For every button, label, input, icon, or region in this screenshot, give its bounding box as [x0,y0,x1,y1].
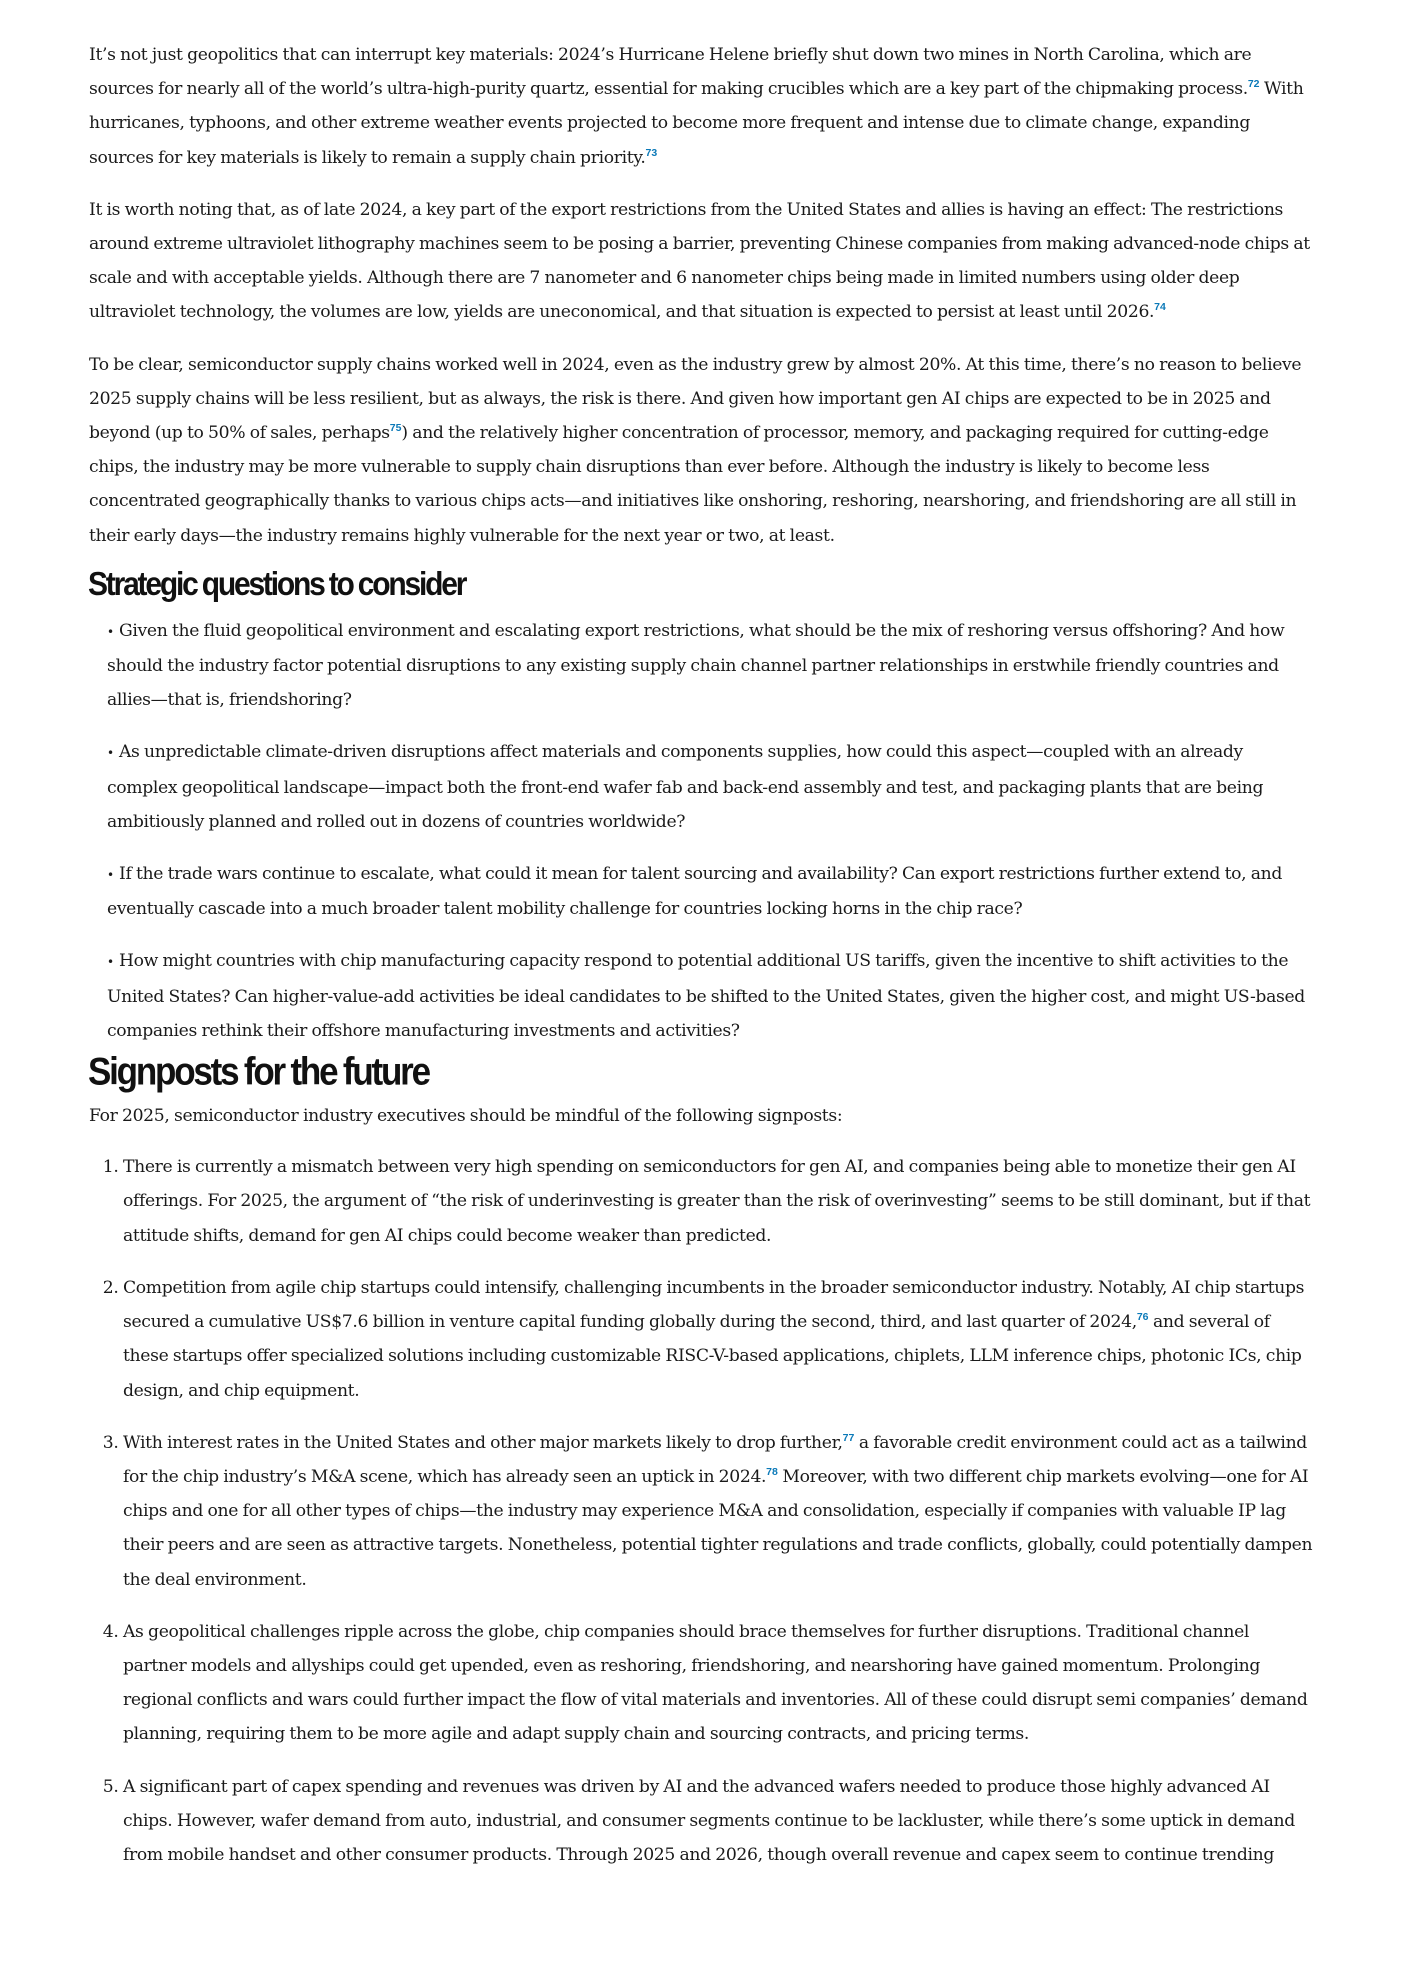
footnote-ref[interactable]: 75 [389,422,402,435]
list-item [123,1615,1313,1752]
list-item-text: How might countries with chip manufacturing capacity respond to potential additional US tariffs, given the incentive to shift activities to the United States? Can higher-value-add activities be ideal candidates to be shifted to the United States, given the higher cost, and might US-based companies rethink their offshore manufacturing investments and activities? [107,951,1305,1041]
footnote-ref[interactable]: 73 [645,146,658,159]
paragraph-text: It is worth noting that, as of late 2024, a key part of the export restrictions from the United States and allies is having an effect: The restrictions around extreme ultraviolet lithography machines seem to be posing a barrier, preventing Chinese companies from making advanced-node chips at scale and with acceptable yields. Although there are 7 nanometer and 6 nanometer chips being made in limited numbers using older deep ultraviolet technology, the volumes are low, yields are uneconomical, and that situation is expected to persist at least until 2026. [89,199,1310,323]
list-item [123,1271,1313,1408]
signposts-list [89,1150,1313,1872]
paragraph-text: ) and the relatively higher concentration of processor, memory, and packaging required for cutting-edge chips, the industry may be more vulnerable to supply chain disruptions than ever before. Although the industry is likely to become less concentrated geographically thanks to various chips acts—and initiatives like onshoring, reshoring, nearshoring, and friendshoring are all still in their early days—the industry remains highly vulnerable for the next year or two, at least. [89,423,1297,546]
strategic-questions-list [89,614,1313,1048]
list-item [107,614,1313,718]
footnote-ref[interactable]: 78 [766,1465,778,1478]
bullet-icon: • [107,868,114,883]
list-item-text: Given the fluid geopolitical environment and escalating export restrictions, what should be the mix of reshoring versus offshoring? And how should the industry factor potential disruptions to any existing supply chain channel partner relationships in erstwhile friendly countries and allies—that is, friendshoring? [107,620,1285,711]
bullet-icon: • [107,746,114,761]
signposts-intro: For 2025, semiconductor industry executives should be mindful of the following signposts: [89,1106,843,1127]
paragraph-export-restrictions [89,193,1313,330]
footnote-ref[interactable]: 77 [842,1431,855,1444]
list-item [107,857,1313,926]
list-item-text: a favorable credit environment could act as a tailwind for the chip industry’s M&A scene, which has already seen an uptick in 2024. [123,1432,1307,1487]
list-item-text: There is currently a mismatch between very high spending on semiconductors for gen AI, and companies being able to monetize their gen AI offerings. For 2025, the argument of “the risk of underinvesting is greater than the risk of overinvesting” seems to be still dominant, but if that attitude shifts, demand for gen AI chips could become weaker than predicted. [123,1157,1311,1246]
list-item [107,735,1313,839]
paragraph-text: With hurricanes, typhoons, and other extreme weather events projected to become more frequent and intense due to climate change, expanding sources for key materials is likely to remain a supply chain priority. [89,79,1304,168]
list-item-text: A significant part of capex spending and revenues was driven by AI and the advanced wafers needed to produce those highly advanced AI chips. However, wafer demand from auto, industrial, and consumer segments continue to be lackluster, while there’s some uptick in demand from mobile handset and other consumer products. Through 2025 and 2026, though overall revenue and capex seem to continue trending [123,1776,1295,1865]
paragraph-supply-chains [89,348,1313,553]
list-item [123,1426,1313,1597]
paragraph-text: To be clear, semiconductor supply chains worked well in 2024, even as the industry grew by almost 20%. At this time, there’s no reason to believe 2025 supply chains will be less resilient, but as always, the risk is there. And given how important gen AI chips are expected to be in 2025 and beyond (up to 50% of sales, perhaps [89,354,1302,444]
paragraph-hurricane-helene [89,38,1313,175]
list-item-text: and several of these startups offer specialized solutions including customizable RISC-V-based applications, chiplets, LLM inference chips, photonic ICs, chip design, and chip equipment. [123,1312,1302,1401]
footnote-ref[interactable]: 72 [1247,78,1260,91]
section-heading-strategic-questions: Strategic questions to consider [88,565,466,603]
list-item-text: With interest rates in the United States and other major markets likely to drop further, [123,1432,843,1453]
list-item [107,944,1313,1048]
bullet-icon: • [107,624,114,639]
bullet-icon: • [107,955,114,970]
paragraph-text: It’s not just geopolitics that can interrupt key materials: 2024’s Hurricane Helene briefly shut down two mines in North Carolina, which are sources for nearly all of the world’s ultra-high-purity quartz, essential for making crucibles which are a key part of the chipmaking process. [89,45,1252,100]
list-item-text: As geopolitical challenges ripple across the globe, chip companies should brace themselves for further disruptions. Traditional channel partner models and allyships could get upended, even as reshoring, friendshoring, and nearshoring have gained momentum. Prolonging regional conflicts and wars could further impact the flow of vital materials and inventories. All of these could disrupt semi companies’ demand planning, requiring them to be more agile and adapt supply chain and sourcing contracts, and pricing terms. [123,1621,1308,1745]
list-item [123,1770,1313,1873]
list-item-text: Moreover, with two different chip markets evolving—one for AI chips and one for all other types of chips—the industry may experience M&A and consolidation, especially if companies with valuable IP lag their peers and are seen as attractive targets. Nonetheless, potential tighter regulations and trade conflicts, globally, could potentially dampen the deal environment. [123,1466,1313,1590]
section-heading-signposts: Signposts for the future [88,1049,429,1094]
list-item-text: Competition from agile chip startups could intensify, challenging incumbents in the broader semiconductor industry. Notably, AI chip startups secured a cumulative US$7.6 billion in venture capital funding globally during the second, third, and last quarter of 2024, [123,1277,1305,1333]
list-item-text: As unpredictable climate-driven disruptions affect materials and components supplies, how could this aspect—coupled with an already complex geopolitical landscape—impact both the front-end wafer fab and back-end assembly and test, and packaging plants that are being ambitiously planned and rolled out in dozens of countries worldwide? [107,742,1264,832]
list-item-text: If the trade wars continue to escalate, what could it mean for talent sourcing and availability? Can export restrictions further extend to, and eventually cascade into a much broader talent mobility challenge for countries locking horns in the chip race? [107,864,1283,920]
list-item [123,1150,1313,1253]
footnote-ref[interactable]: 76 [1136,1311,1149,1324]
footnote-ref[interactable]: 74 [1154,301,1166,314]
